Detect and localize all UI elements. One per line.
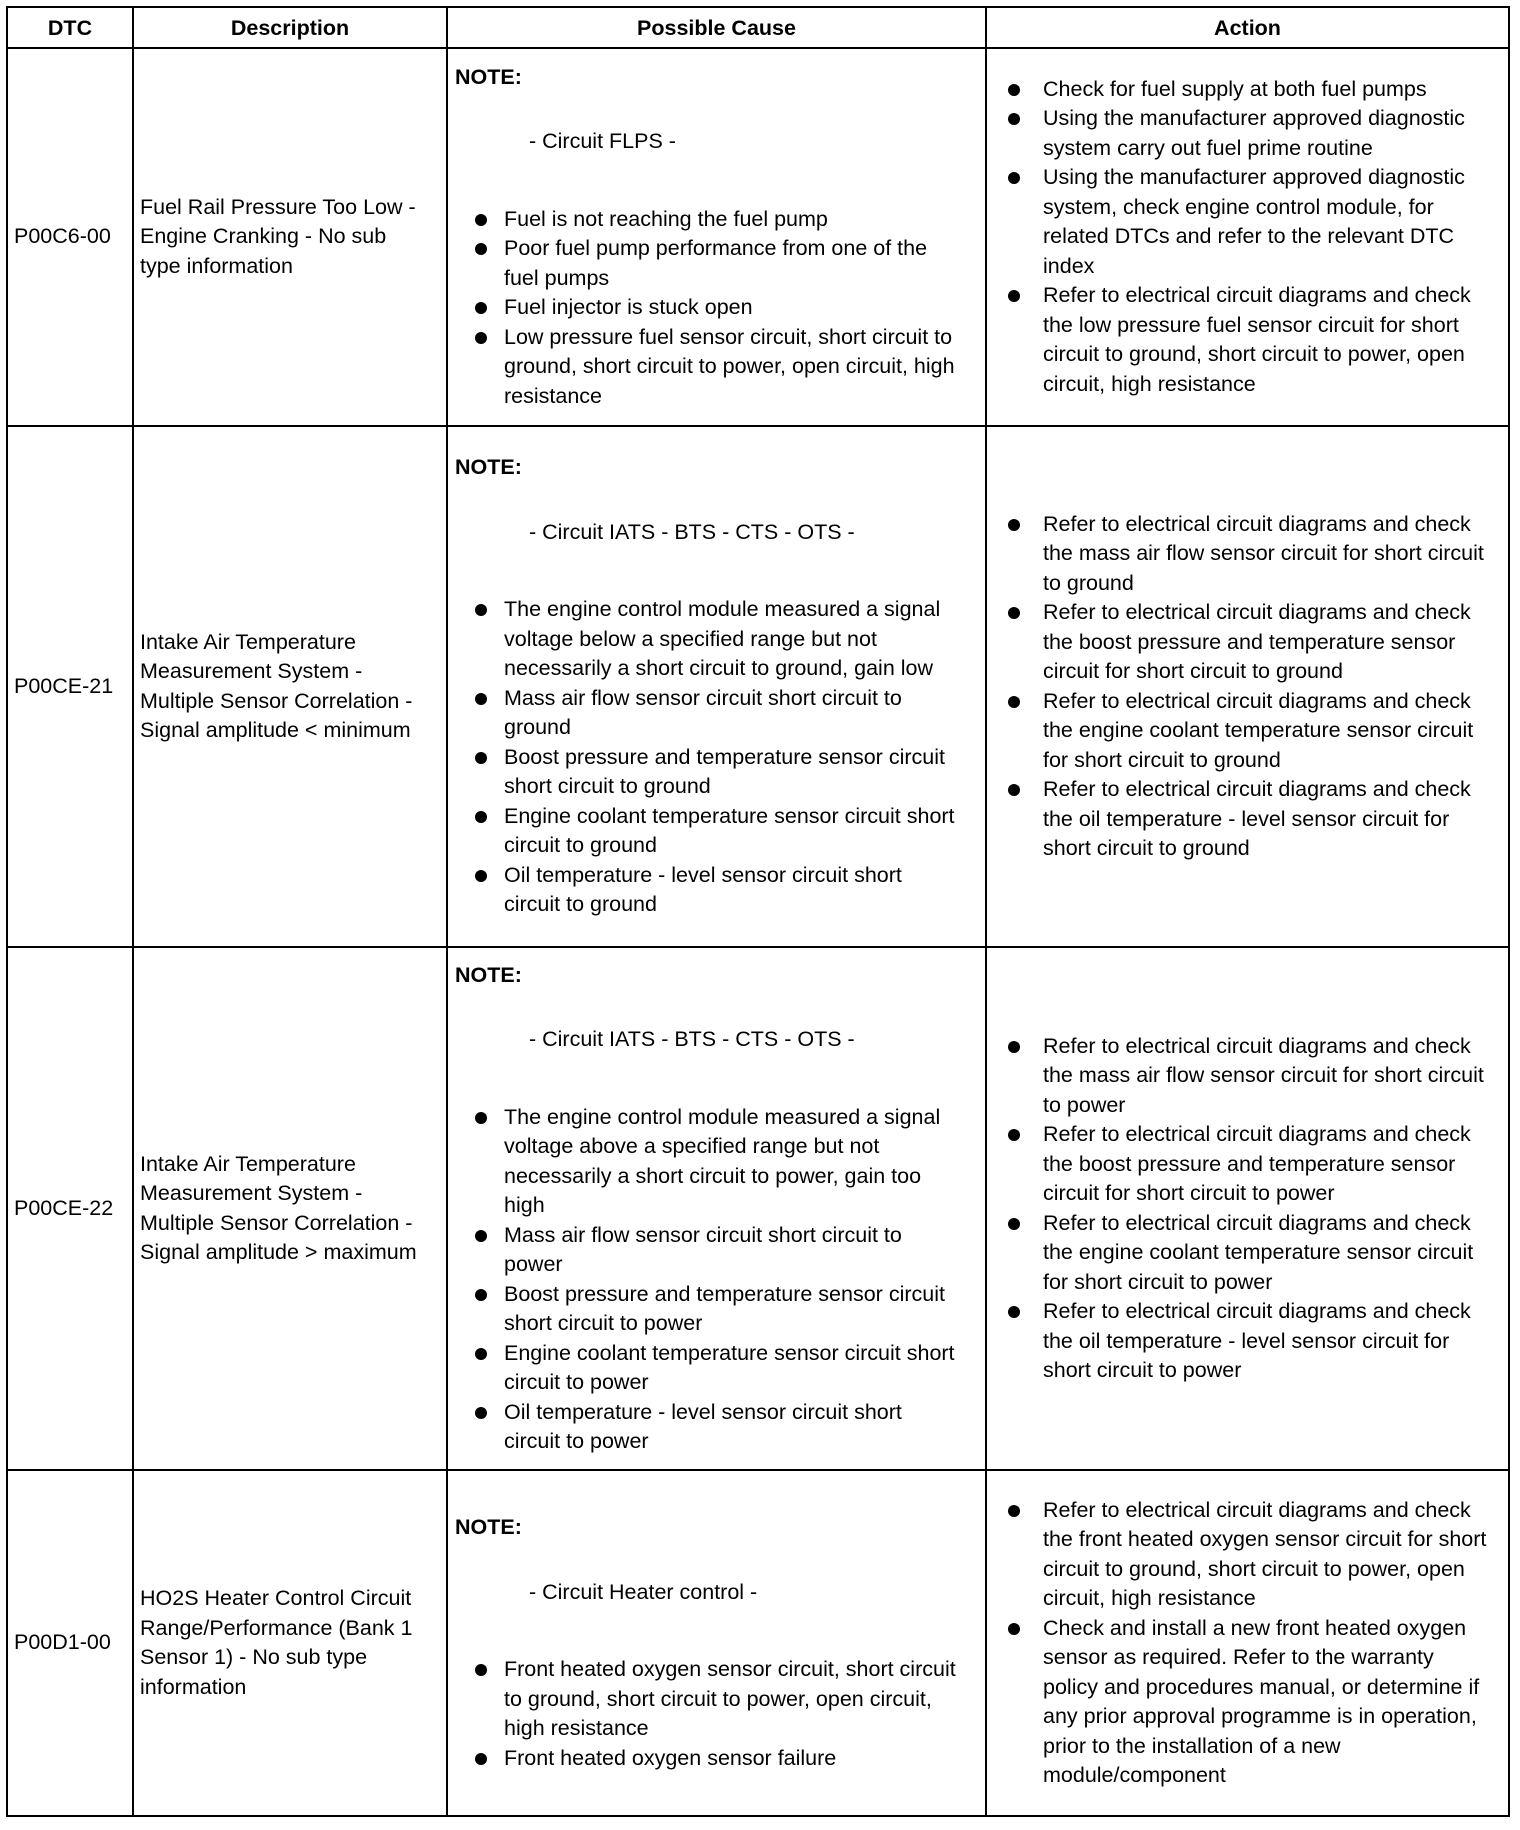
dtc-description: Intake Air Temperature Measurement System - Multiple Sensor Correlation - Signal amplitude < minimum: [134, 427, 448, 948]
possible-cause-cell: [448, 49, 987, 427]
action-cell: [987, 1471, 1510, 1817]
bullet-icon: [475, 1289, 487, 1301]
note-label: NOTE:: [455, 455, 522, 480]
possible-cause-cell: [448, 948, 987, 1471]
bullet-icon: [1008, 1505, 1020, 1517]
dtc-table: [6, 6, 1510, 1817]
action-text: Using the manufacturer approved diagnostic system carry out fuel prime routine: [1043, 106, 1465, 160]
bullet-icon: [475, 752, 487, 764]
cause-text: The engine control module measured a signal voltage below a specified range but not necessarily a short circuit to ground, gain low: [504, 597, 941, 681]
dtc-description: Fuel Rail Pressure Too Low - Engine Cranking - No sub type information: [134, 49, 448, 427]
bullet-icon: [1008, 113, 1020, 125]
action-text: Using the manufacturer approved diagnostic system, check engine control module, for related DTCs and refer to the relevant DTC index: [1043, 165, 1465, 278]
cause-item: [455, 1744, 961, 1774]
note-label: NOTE:: [455, 64, 522, 89]
cause-item: [455, 595, 961, 684]
bullet-icon: [1008, 1041, 1020, 1053]
action-item: [987, 510, 1488, 599]
cause-item: [455, 293, 961, 323]
action-text: Refer to electrical circuit diagrams and check the boost pressure and temperature sensor circuit for short circuit to power: [1043, 1122, 1471, 1205]
action-item: [987, 104, 1488, 163]
action-text: Refer to electrical circuit diagrams and check the oil temperature - level sensor circuit for short circuit to power: [1043, 1299, 1471, 1382]
header-possible-cause: Possible Cause: [448, 8, 987, 49]
header-dtc: DTC: [8, 8, 134, 49]
action-list: [987, 1032, 1488, 1386]
bullet-icon: [475, 302, 487, 314]
bullet-icon: [475, 332, 487, 344]
bullet-icon: [1008, 172, 1020, 184]
action-item: [987, 281, 1488, 399]
bullet-icon: [475, 1112, 487, 1124]
bullet-icon: [475, 214, 487, 226]
bullet-icon: [475, 1407, 487, 1419]
action-item: [987, 775, 1488, 864]
cause-item: [455, 743, 961, 802]
circuit-label: - Circuit IATS - BTS - CTS - OTS -: [529, 519, 855, 544]
cause-text: Oil temperature - level sensor circuit short circuit to power: [504, 1399, 902, 1453]
action-list: [987, 510, 1488, 864]
action-item: [987, 1614, 1488, 1791]
cause-item: [455, 802, 961, 861]
action-item: [987, 1120, 1488, 1209]
action-cell: [987, 948, 1510, 1471]
action-item: [987, 1209, 1488, 1298]
cause-item: [455, 1398, 961, 1457]
cause-text: Mass air flow sensor circuit short circuit to ground: [504, 685, 902, 740]
cause-text: Front heated oxygen sensor failure: [504, 1745, 837, 1770]
action-item: [987, 1496, 1488, 1614]
action-text: Refer to electrical circuit diagrams and check the mass air flow sensor circuit for short circuit to power: [1043, 1033, 1484, 1117]
cause-list: [455, 595, 961, 920]
action-text: Refer to electrical circuit diagrams and check the engine coolant temperature sensor circuit for short circuit to ground: [1043, 688, 1474, 772]
dtc-code: P00D1-00: [8, 1471, 134, 1817]
bullet-icon: [475, 693, 487, 705]
cause-text: Oil temperature - level sensor circuit short circuit to ground: [504, 862, 902, 917]
cause-text: Boost pressure and temperature sensor circuit short circuit to ground: [504, 744, 945, 799]
cause-text: The engine control module measured a signal voltage above a specified range but not necessarily a short circuit to power, gain too high: [504, 1104, 941, 1217]
cause-item: [455, 684, 961, 743]
action-cell: [987, 49, 1510, 427]
action-text: Refer to electrical circuit diagrams and check the engine coolant temperature sensor circuit for short circuit to power: [1043, 1210, 1474, 1294]
circuit-label: - Circuit Heater control -: [529, 1579, 758, 1604]
action-text: Refer to electrical circuit diagrams and check the low pressure fuel sensor circuit for short circuit to ground, short circuit to power, open circuit, high resistance: [1043, 283, 1471, 396]
action-item: [987, 1032, 1488, 1121]
bullet-icon: [475, 870, 487, 882]
bullet-icon: [475, 811, 487, 823]
cause-item: [455, 1655, 961, 1744]
action-item: [987, 75, 1488, 105]
dtc-description: Intake Air Temperature Measurement System - Multiple Sensor Correlation - Signal amplitude > maximum: [134, 948, 448, 1471]
cause-list: [455, 205, 961, 412]
action-text: Refer to electrical circuit diagrams and check the oil temperature - level sensor circuit for short circuit to ground: [1043, 777, 1471, 860]
action-item: [987, 598, 1488, 687]
circuit-label: - Circuit IATS - BTS - CTS - OTS -: [529, 1027, 855, 1051]
cause-list: [455, 1655, 961, 1773]
bullet-icon: [475, 243, 487, 255]
bullet-icon: [475, 1348, 487, 1360]
bullet-icon: [1008, 290, 1020, 302]
header-description: Description: [134, 8, 448, 49]
action-text: Check and install a new front heated oxygen sensor as required. Refer to the warranty policy and procedures manual, or determine if any prior approval programme is in operation, prior to the installation of a new module/component: [1043, 1615, 1480, 1787]
header-action: Action: [987, 8, 1510, 49]
bullet-icon: [1008, 1306, 1020, 1318]
action-text: Refer to electrical circuit diagrams and check the boost pressure and temperature sensor circuit for short circuit to ground: [1043, 600, 1471, 683]
cause-text: Engine coolant temperature sensor circuit short circuit to ground: [504, 803, 955, 858]
bullet-icon: [475, 1753, 487, 1765]
cause-list: [455, 1103, 961, 1457]
cause-text: Mass air flow sensor circuit short circuit to power: [504, 1222, 902, 1276]
note-label: NOTE:: [455, 962, 522, 987]
action-item: [987, 1297, 1488, 1386]
bullet-icon: [1008, 84, 1020, 96]
cause-text: Fuel is not reaching the fuel pump: [504, 206, 828, 231]
cause-item: [455, 1280, 961, 1339]
cause-item: [455, 1339, 961, 1398]
action-list: [987, 75, 1488, 400]
bullet-icon: [1008, 519, 1020, 531]
cause-text: Low pressure fuel sensor circuit, short circuit to ground, short circuit to power, open circuit, high resistance: [504, 324, 955, 408]
bullet-icon: [1008, 607, 1020, 619]
dtc-code: P00CE-22: [8, 948, 134, 1471]
bullet-icon: [1008, 1129, 1020, 1141]
possible-cause-cell: [448, 1471, 987, 1817]
cause-item: [455, 205, 961, 235]
bullet-icon: [475, 1230, 487, 1242]
cause-text: Front heated oxygen sensor circuit, short circuit to ground, short circuit to power, open circuit, high resistance: [504, 1657, 956, 1740]
action-text: Refer to electrical circuit diagrams and check the front heated oxygen sensor circuit for short circuit to ground, short circuit to power, open circuit, high resistance: [1043, 1497, 1487, 1610]
cause-item: [455, 1103, 961, 1221]
cause-text: Engine coolant temperature sensor circuit short circuit to power: [504, 1340, 955, 1394]
bullet-icon: [1008, 1218, 1020, 1230]
action-cell: [987, 427, 1510, 948]
bullet-icon: [1008, 784, 1020, 796]
action-text: Refer to electrical circuit diagrams and check the mass air flow sensor circuit for short circuit to ground: [1043, 511, 1484, 595]
cause-text: Poor fuel pump performance from one of the fuel pumps: [504, 236, 928, 290]
action-list: [987, 1496, 1488, 1791]
dtc-code: P00C6-00: [8, 49, 134, 427]
cause-text: Fuel injector is stuck open: [504, 295, 753, 320]
note-label: NOTE:: [455, 1515, 522, 1539]
cause-text: Boost pressure and temperature sensor circuit short circuit to power: [504, 1281, 945, 1335]
bullet-icon: [1008, 696, 1020, 708]
action-item: [987, 687, 1488, 776]
possible-cause-cell: [448, 427, 987, 948]
bullet-icon: [1008, 1623, 1020, 1635]
action-text: Check for fuel supply at both fuel pumps: [1043, 76, 1427, 101]
cause-item: [455, 323, 961, 412]
circuit-label: - Circuit FLPS -: [529, 129, 676, 154]
dtc-code: P00CE-21: [8, 427, 134, 948]
dtc-description: HO2S Heater Control Circuit Range/Performance (Bank 1 Sensor 1) - No sub type information: [134, 1471, 448, 1817]
bullet-icon: [475, 1664, 487, 1676]
cause-item: [455, 1221, 961, 1280]
action-item: [987, 163, 1488, 281]
cause-item: [455, 861, 961, 920]
bullet-icon: [475, 604, 487, 616]
cause-item: [455, 234, 961, 293]
